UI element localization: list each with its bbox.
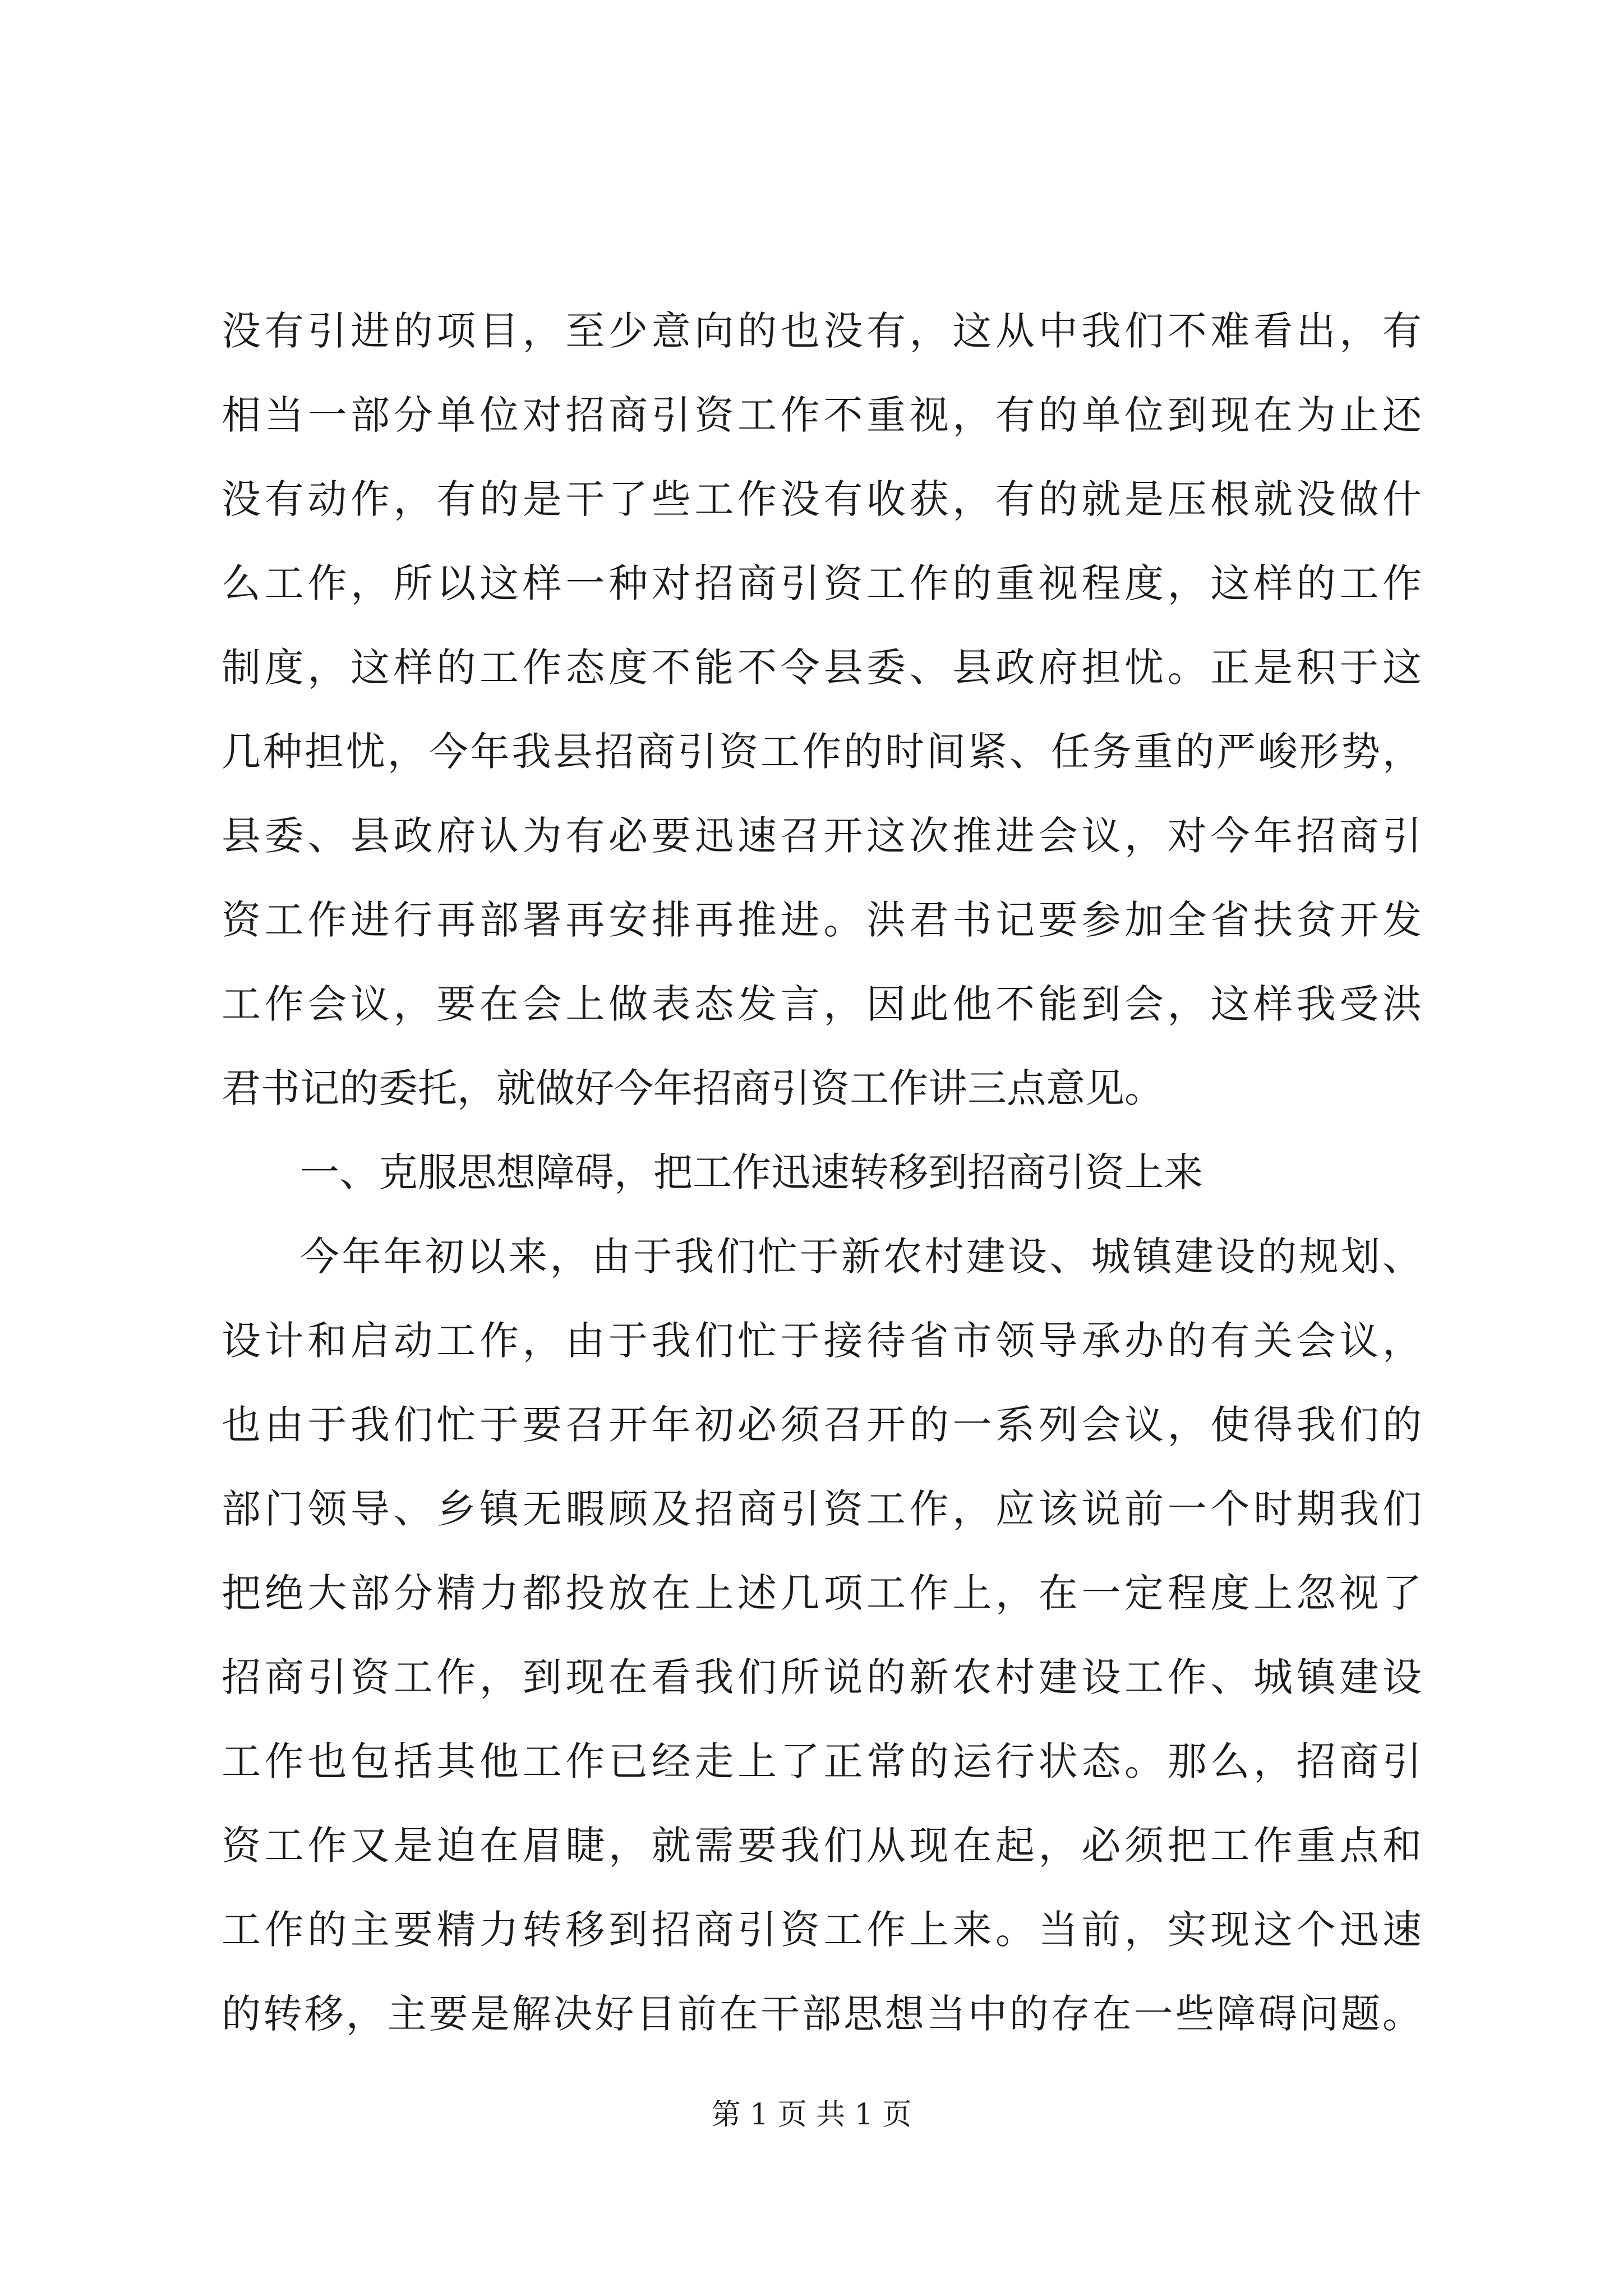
text-line: 也由于我们忙于要召开年初必须召开的一系列会议，使得我们的 <box>222 1402 1422 1448</box>
text-line: 工作会议，要在会上做表态发言，因此他不能到会，这样我受洪 <box>222 981 1422 1027</box>
text-line: 没有动作，有的是干了些工作没有收获，有的就是压根就没做什 <box>222 476 1422 522</box>
body-text <box>222 289 1422 2056</box>
text-line: 今年年初以来，由于我们忙于新农村建设、城镇建设的规划、 <box>300 1234 1422 1280</box>
text-line: 君书记的委托，就做好今年招商引资工作讲三点意见。 <box>222 1065 1164 1111</box>
text-line: 工作的主要精力转移到招商引资工作上来。当前，实现这个迅速 <box>222 1907 1422 1953</box>
text-line: 县委、县政府认为有必要迅速召开这次推进会议，对今年招商引 <box>222 813 1422 859</box>
text-line: 部门领导、乡镇无暇顾及招商引资工作，应该说前一个时期我们 <box>222 1486 1422 1532</box>
text-line: 设计和启动工作，由于我们忙于接待省市领导承办的有关会议， <box>222 1318 1422 1364</box>
text-line: 资工作又是迫在眉睫，就需要我们从现在起，必须把工作重点和 <box>222 1823 1422 1869</box>
text-line: 几种担忧，今年我县招商引资工作的时间紧、任务重的严峻形势， <box>222 729 1422 775</box>
text-line: 招商引资工作，到现在看我们所说的新农村建设工作、城镇建设 <box>222 1654 1422 1700</box>
text-line: 相当一部分单位对招商引资工作不重视，有的单位到现在为止还 <box>222 392 1422 438</box>
text-line: 工作也包括其他工作已经走上了正常的运行状态。那么，招商引 <box>222 1738 1422 1784</box>
text-line: 么工作，所以这样一种对招商引资工作的重视程度，这样的工作 <box>222 560 1422 606</box>
text-line: 资工作进行再部署再安排再推进。洪君书记要参加全省扶贫开发 <box>222 897 1422 943</box>
text-line: 把绝大部分精力都投放在上述几项工作上，在一定程度上忽视了 <box>222 1570 1422 1616</box>
text-line: 没有引进的项目，至少意向的也没有，这从中我们不难看出，有 <box>222 308 1422 354</box>
section-heading: 一、克服思想障碍，把工作迅速转移到招商引资上来 <box>300 1149 1203 1195</box>
page-number-footer: 第 1 页 共 1 页 <box>711 2098 912 2132</box>
text-line: 制度，这样的工作态度不能不令县委、县政府担忧。正是积于这 <box>222 645 1422 691</box>
text-line: 的转移，主要是解决好目前在干部思想当中的存在一些障碍问题。 <box>222 1991 1422 2037</box>
